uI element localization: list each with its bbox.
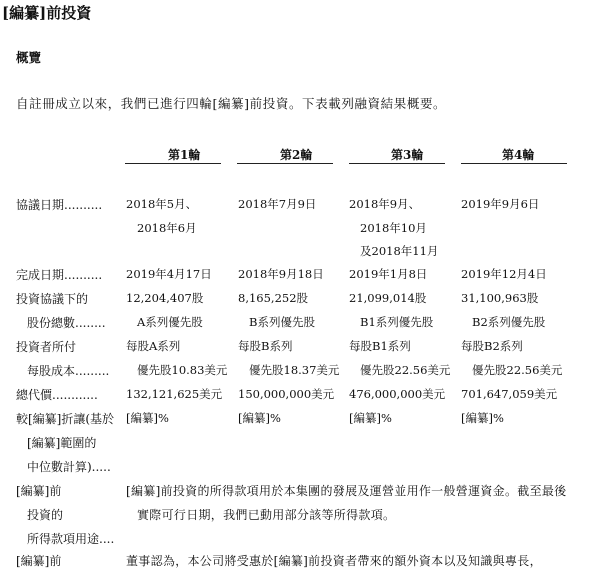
row-label-proceeds-line3: 所得款項用途.... bbox=[27, 532, 115, 546]
cost-r4-line1: 每股B2系列 bbox=[461, 339, 523, 353]
consideration-r2: 150,000,000美元 bbox=[238, 387, 335, 401]
row-label-strategic: [編纂]前 bbox=[16, 554, 62, 568]
consideration-r1: 132,121,625美元 bbox=[126, 387, 223, 401]
completion-date-r1: 2019年4月17日 bbox=[126, 267, 212, 281]
agreement-date-r1-line2: 2018年6月 bbox=[137, 221, 197, 235]
row-label-cost-line1: 投資者所付 bbox=[16, 340, 77, 354]
intro-paragraph: 自註冊成立以來，我們已進行四輪[編纂]前投資。下表載列融資結果概要。 bbox=[16, 96, 447, 111]
agreement-date-r3-line3: 及2018年11月 bbox=[360, 244, 439, 258]
round-3-header: 第3輪 bbox=[391, 148, 424, 162]
strategic-text-line1: 董事認為，本公司將受惠於[編纂]前投資者帶來的額外資本以及知識與專長， bbox=[126, 554, 542, 568]
shares-r3-class: B1系列優先股 bbox=[360, 315, 434, 329]
round-3-rule bbox=[349, 163, 445, 164]
proceeds-text-line1: [編纂]前投資的所得款項用於本集團的發展及運營並用作一般營運資金。截至最後 bbox=[126, 484, 567, 498]
row-label-shares-line1: 投資協議下的 bbox=[16, 292, 89, 306]
row-label-proceeds-line1: [編纂]前 bbox=[16, 484, 62, 498]
consideration-r3: 476,000,000美元 bbox=[349, 387, 446, 401]
row-label-proceeds-line2: 投資的 bbox=[27, 508, 64, 522]
round-4-rule bbox=[461, 163, 567, 164]
cost-r4-line2: 優先股22.56美元 bbox=[472, 363, 563, 377]
shares-r2-count: 8,165,252股 bbox=[238, 291, 309, 305]
shares-r1-count: 12,204,407股 bbox=[126, 291, 204, 305]
agreement-date-r2: 2018年7月9日 bbox=[238, 197, 317, 211]
shares-r1-class: A系列優先股 bbox=[137, 315, 203, 329]
row-label-consideration: 總代價............ bbox=[16, 388, 98, 402]
cost-r1-line1: 每股A系列 bbox=[126, 339, 181, 353]
consideration-r4: 701,647,059美元 bbox=[461, 387, 558, 401]
row-label-discount-line2: [編纂]範圍的 bbox=[27, 436, 97, 450]
cost-r3-line1: 每股B1系列 bbox=[349, 339, 411, 353]
section-heading: 概覽 bbox=[16, 50, 42, 65]
discount-r4: [編纂]% bbox=[461, 411, 504, 425]
round-4-header: 第4輪 bbox=[502, 148, 535, 162]
shares-r4-class: B2系列優先股 bbox=[472, 315, 546, 329]
row-label-shares-line2: 股份總數........ bbox=[27, 316, 106, 330]
discount-r3: [編纂]% bbox=[349, 411, 392, 425]
row-label-discount-line3: 中位數計算)..... bbox=[27, 460, 111, 474]
discount-r2: [編纂]% bbox=[238, 411, 281, 425]
row-label-agreement-date: 協議日期.......... bbox=[16, 198, 103, 212]
round-1-rule bbox=[125, 163, 221, 164]
row-label-cost-line2: 每股成本......... bbox=[27, 364, 110, 378]
page-title: [編纂]前投資 bbox=[2, 4, 92, 22]
agreement-date-r4: 2019年9月6日 bbox=[461, 197, 540, 211]
agreement-date-r1-line1: 2018年5月、 bbox=[126, 197, 198, 211]
shares-r2-class: B系列優先股 bbox=[249, 315, 315, 329]
round-2-header: 第2輪 bbox=[280, 148, 313, 162]
agreement-date-r3-line1: 2018年9月、 bbox=[349, 197, 421, 211]
cost-r1-line2: 優先股10.83美元 bbox=[137, 363, 228, 377]
cost-r2-line1: 每股B系列 bbox=[238, 339, 293, 353]
agreement-date-r3-line2: 2018年10月 bbox=[360, 221, 427, 235]
shares-r3-count: 21,099,014股 bbox=[349, 291, 427, 305]
discount-r1: [編纂]% bbox=[126, 411, 169, 425]
round-1-header: 第1輪 bbox=[168, 148, 201, 162]
cost-r2-line2: 優先股18.37美元 bbox=[249, 363, 340, 377]
proceeds-text-line2: 實際可行日期，我們已動用部分該等所得款項。 bbox=[137, 508, 396, 522]
shares-r4-count: 31,100,963股 bbox=[461, 291, 539, 305]
completion-date-r2: 2018年9月18日 bbox=[238, 267, 324, 281]
row-label-completion-date: 完成日期.......... bbox=[16, 268, 103, 282]
row-label-discount-line1: 較[編纂]折讓(基於 bbox=[16, 412, 115, 426]
completion-date-r3: 2019年1月8日 bbox=[349, 267, 428, 281]
round-2-rule bbox=[237, 163, 333, 164]
cost-r3-line2: 優先股22.56美元 bbox=[360, 363, 451, 377]
completion-date-r4: 2019年12月4日 bbox=[461, 267, 547, 281]
